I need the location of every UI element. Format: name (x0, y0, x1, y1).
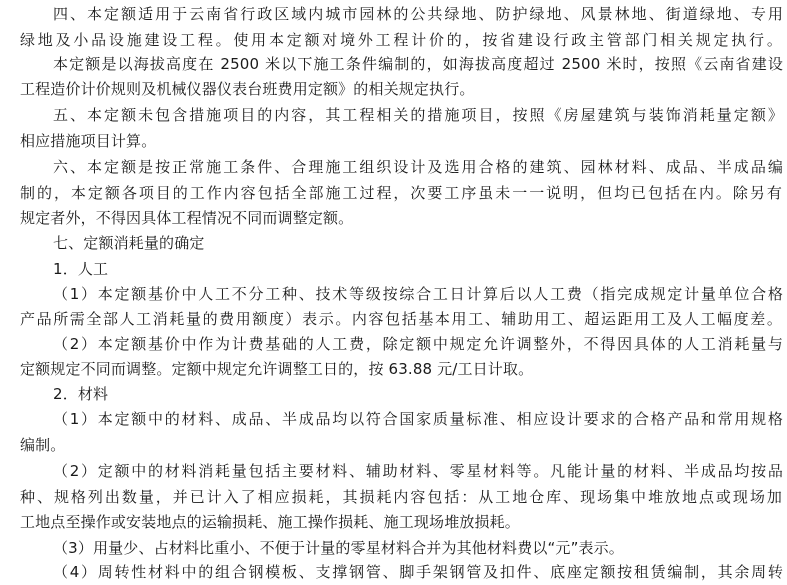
text-line: （4）周转性材料中的组合钢模板、支撑钢管、脚手架钢管及扣件、底座定额按租赁编制，其余周转 (53, 563, 783, 581)
text-line: 四、本定额适用于云南省行政区域内城市园林的公共绿地、防护绿地、风景林地、街道绿地、专用 (53, 5, 783, 23)
text-line: 绿地及小品设施建设工程。使用本定额对境外工程计价的，按省建设行政主管部门相关规定执行。 (20, 31, 782, 49)
text-line: （2）定额中的材料消耗量包括主要材料、辅助材料、零星材料等。凡能计量的材料、半成品均按品 (53, 462, 783, 480)
text-line: （3）用量少、占材料比重小、不便于计量的零星材料合并为其他材料费以“元”表示。 (53, 539, 624, 557)
section-heading: 七、定额消耗量的确定 (53, 234, 205, 252)
text-line: 六、本定额是按正常施工条件、合理施工组织设计及选用合格的建筑、园林材料、成品、半成品编 (53, 158, 783, 176)
text-line: 五、本定额未包含措施项目的内容，其工程相关的措施项目，按照《房屋建筑与装饰消耗量定额》 (53, 106, 783, 124)
text-line: （1）本定额中的材料、成品、半成品均以符合国家质量标准、相应设计要求的合格产品和常用规格 (53, 410, 783, 428)
text-line: （2）本定额基价中作为计费基础的人工费，除定额中规定允许调整外，不得因具体的人工消耗量与 (53, 335, 783, 353)
text-line: 相应措施项目计算。 (20, 132, 157, 150)
text-line: 规定者外，不得因具体工程情况不同而调整定额。 (20, 209, 354, 227)
subsection-heading: 2．材料 (53, 385, 109, 403)
text-line: 产品所需全部人工消耗量的费用额度）表示。内容包括基本用工、辅助用工、超运距用工及人工幅度差。 (20, 310, 782, 328)
text-line: 编制。 (20, 436, 66, 454)
text-line: 本定额是以海拔高度在 2500 米以下施工条件编制的，如海拔高度超过 2500 米时，按照《云南省建设 (53, 55, 783, 73)
text-line: 定额规定不同而调整。定额中规定允许调整工日的，按 63.88 元/工日计取。 (20, 360, 534, 378)
text-line: （1）本定额基价中人工不分工种、技术等级按综合工日计算后以人工费（指完成规定计量单位合格 (53, 285, 783, 303)
text-line: 制的，本定额各项目的工作内容包括全部施工过程，次要工序虽未一一说明，但均已包括在内。除另有 (20, 184, 782, 202)
subsection-heading: 1．人工 (53, 260, 109, 278)
text-line: 工程造价计价规则及机械仪器仪表台班费用定额》的相关规定执行。 (20, 80, 475, 98)
text-line: 种、规格列出数量，并已计入了相应损耗，其损耗内容包括：从工地仓库、现场集中堆放地点或现场加 (20, 488, 782, 506)
text-line: 工地点至操作或安装地点的运输损耗、施工操作损耗、施工现场堆放损耗。 (20, 513, 520, 531)
